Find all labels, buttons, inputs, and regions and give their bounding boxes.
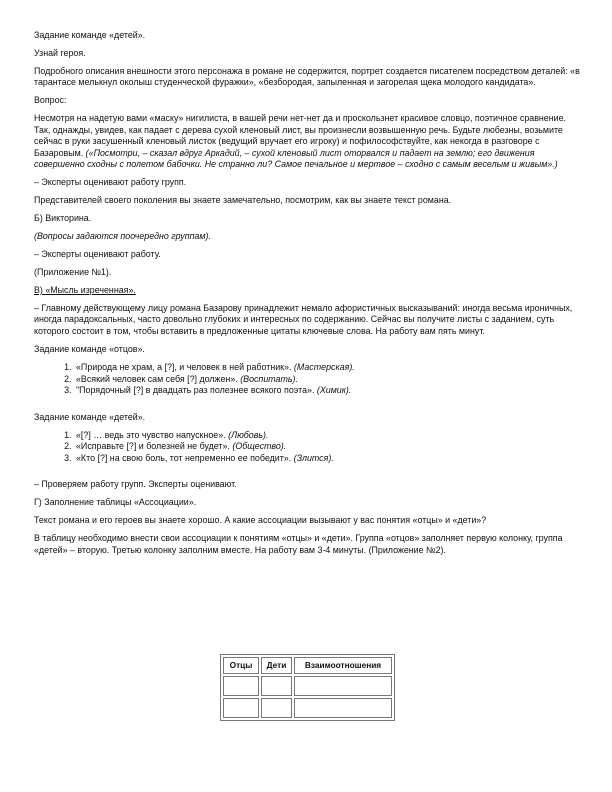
fathers-list (34, 362, 582, 397)
table-cell (294, 698, 392, 718)
associations-instructions: В таблицу необходимо внести свои ассоциации к понятиям «отцы» и «дети». Группа «отцов» заполняет первую колонку, группа «детей» – вторую. Третью колонку заполним вместе. На работу вам 3-4 минуты. (Приложение №2). (34, 533, 563, 555)
guess-hero: Узнай героя. (34, 48, 86, 58)
list-item: 2. «Исправьте [?] и болезней не будет». (Общество). (74, 441, 582, 452)
question-paragraph (34, 113, 582, 170)
table-row (223, 676, 392, 696)
list-item: 1. «[?] … ведь это чувство напускное». (Любовь). (74, 430, 582, 441)
associations-table (220, 654, 395, 721)
experts-evaluate-groups: – Эксперты оценивают работу групп. (34, 177, 187, 188)
question-label: Вопрос: (34, 95, 67, 106)
generation-paragraph: Представителей своего поколения вы знаете замечательно, посмотрим, как вы знаете текст романа. (34, 195, 452, 206)
associations-question: Текст романа и его героев вы знаете хорошо. А какие ассоциации вызывают у вас понятия «отцы» и «дети»? (34, 515, 487, 526)
associations-heading: Г) Заполнение таблицы «Ассоциации». (34, 497, 197, 508)
experts-evaluate: – Эксперты оценивают работу. (34, 249, 161, 260)
question-text: Несмотря на надетую вами «маску» нигилиста, в вашей речи нет-нет да и проскользнет красивое словцо, поэтичное сравнение. Так, однажды, увидев, как падает с дерева сухой кленовый лист, вы произнесли возвышенную речь. Будьте любезны, возьмите сейчас в руки засушенный кленовый листок (ведущий вручает его игроку) и пофилософствуйте, как некогда в разговоре с Базаровым. (34, 113, 567, 158)
header-children: Дети (261, 657, 292, 674)
table-cell (261, 698, 292, 718)
check-groups: – Проверяем работу групп. Эксперты оценивают. (34, 479, 237, 490)
quiz-note: (Вопросы задаются поочередно группам). (34, 231, 211, 242)
aphorisms-paragraph: – Главному действующему лицу романа Базарову принадлежит немало афористичных высказываний: иногда весьма ироничных, иногда парадоксальных, часто довольно глубоких и интересных по содержанию. Сейчас вы получите листы с заданием, суть которого состоит в том, чтобы вставить в предложенные цитаты ключевые слова. На работу вам пять минут. (34, 303, 573, 336)
task-children-heading-2: Задание команде «детей». (34, 411, 146, 422)
appendix-1: (Приложение №1). (34, 267, 112, 278)
table-row (223, 698, 392, 718)
table-cell (261, 676, 292, 696)
table-header-row (223, 657, 392, 674)
list-item: 3. «Кто [?] на свою боль, тот непременно ее победит». (Злится). (74, 453, 582, 464)
table-cell (294, 676, 392, 696)
section-thought-heading: В) «Мысль изреченная». (34, 285, 136, 296)
document-body (34, 30, 582, 563)
list-item: 3. "Порядочный [?] в двадцать раз полезнее всякого поэта». (Химик). (74, 385, 582, 396)
header-fathers: Отцы (223, 657, 259, 674)
list-item: 1. «Природа не храм, а [?], и человек в ней работник». (Мастерская). (74, 362, 582, 373)
header-relations: Взаимоотношения (294, 657, 392, 674)
children-list (34, 430, 582, 465)
task-children-heading: Задание команде «детей». (34, 30, 146, 40)
list-item: 2. «Всякий человек сам себя [?] должен». (Воспитать). (74, 374, 582, 385)
portrait-description: Подробного описания внешности этого персонажа в романе не содержится, портрет создается писателем посредством деталей: «в тарантасе мелькнул околыш студенческой фуражки», «безбородая, запыленная и загорелая щека молодого кандидата». (34, 66, 580, 88)
table-cell (223, 676, 259, 696)
question-quote: («Посмотри, – сказал вдруг Аркадий, – сухой кленовый лист оторвался и падает на землю; его движения совершенно сходны с полетом бабочки. Не странно ли? Самое печальное и мертвое – сходно с самым веселым и живым».) (34, 147, 558, 170)
table-cell (223, 698, 259, 718)
quiz-heading: Б) Викторина. (34, 213, 92, 224)
task-fathers-heading: Задание команде «отцов». (34, 343, 145, 354)
